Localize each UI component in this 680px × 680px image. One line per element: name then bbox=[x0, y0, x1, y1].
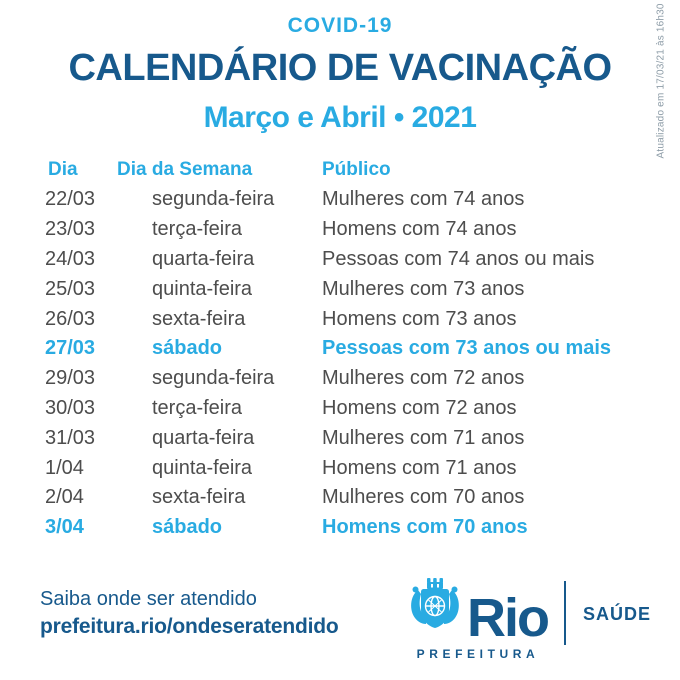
page-title: CALENDÁRIO DE VACINAÇÃO bbox=[68, 47, 612, 89]
cell-dia-da-semana: segunda-feira bbox=[152, 188, 275, 211]
cell-publico: Homens com 72 anos bbox=[322, 396, 517, 419]
cell-dia-da-semana: terça-feira bbox=[152, 218, 243, 241]
cell-publico: Homens com 71 anos bbox=[322, 456, 517, 479]
footer-info-text: Saiba onde ser atendido bbox=[40, 588, 257, 610]
cell-dia-da-semana: segunda-feira bbox=[152, 367, 275, 390]
rio-logo-top bbox=[408, 576, 548, 648]
cell-dia-da-semana: quarta-feira bbox=[152, 426, 255, 449]
cell-dia-da-semana: sábado bbox=[152, 516, 223, 539]
updated-timestamp: Atualizado em 17/03/21 às 16h30 bbox=[655, 3, 667, 159]
subtitle: Março e Abril • 2021 bbox=[203, 101, 477, 134]
table-row bbox=[45, 423, 645, 453]
table-row bbox=[45, 394, 645, 424]
rio-logo-main bbox=[408, 576, 548, 661]
cell-dia-da-semana: quarta-feira bbox=[152, 247, 255, 270]
cell-dia: 2/04 bbox=[45, 486, 84, 509]
table-row bbox=[45, 453, 645, 483]
cell-dia: 22/03 bbox=[45, 188, 96, 211]
table-row bbox=[45, 215, 645, 245]
cell-dia: 27/03 bbox=[45, 337, 96, 360]
cell-dia-da-semana: quinta-feira bbox=[152, 456, 253, 479]
prefeitura-label: PREFEITURA bbox=[416, 647, 540, 661]
column-header-dia: Dia bbox=[48, 159, 78, 180]
cell-publico: Homens com 74 anos bbox=[322, 218, 517, 241]
footer-info-url: prefeitura.rio/ondeseratendido bbox=[40, 615, 339, 638]
rio-crest-icon bbox=[408, 576, 462, 641]
cell-dia: 23/03 bbox=[45, 218, 96, 241]
table-row bbox=[45, 274, 645, 304]
saude-label: SAÚDE bbox=[583, 604, 652, 624]
cell-dia: 26/03 bbox=[45, 307, 96, 330]
table-row bbox=[45, 245, 645, 275]
table-row bbox=[45, 334, 645, 364]
table-row bbox=[45, 483, 645, 513]
table-header-row bbox=[45, 155, 645, 185]
cell-publico: Mulheres com 72 anos bbox=[322, 367, 525, 390]
rio-wordmark: Rio bbox=[467, 587, 548, 648]
cell-dia-da-semana: terça-feira bbox=[152, 396, 243, 419]
cell-publico: Mulheres com 70 anos bbox=[322, 486, 525, 509]
header bbox=[0, 0, 680, 135]
cell-dia: 3/04 bbox=[45, 516, 84, 539]
footer-info bbox=[40, 588, 339, 639]
rio-prefeitura-logo bbox=[408, 576, 651, 661]
cell-dia-da-semana: sexta-feira bbox=[152, 486, 246, 509]
cell-dia: 31/03 bbox=[45, 426, 96, 449]
cell-publico: Pessoas com 74 anos ou mais bbox=[322, 247, 595, 270]
cell-publico: Mulheres com 73 anos bbox=[322, 277, 525, 300]
table-row bbox=[45, 185, 645, 215]
cell-publico: Homens com 73 anos bbox=[322, 307, 517, 330]
logo-divider bbox=[564, 581, 566, 645]
cell-publico: Mulheres com 71 anos bbox=[322, 426, 525, 449]
cell-dia: 30/03 bbox=[45, 396, 96, 419]
column-header-dia-da-semana: Dia da Semana bbox=[117, 159, 253, 180]
table-row bbox=[45, 364, 645, 394]
table-row bbox=[45, 513, 645, 543]
table-row bbox=[45, 304, 645, 334]
cell-dia-da-semana: sábado bbox=[152, 337, 223, 360]
cell-publico: Mulheres com 74 anos bbox=[322, 188, 525, 211]
table-rows bbox=[45, 185, 645, 543]
cell-dia: 1/04 bbox=[45, 456, 84, 479]
cell-dia: 29/03 bbox=[45, 367, 96, 390]
vaccination-table bbox=[45, 155, 645, 543]
cell-dia: 24/03 bbox=[45, 247, 96, 270]
cell-dia-da-semana: sexta-feira bbox=[152, 307, 246, 330]
column-header-publico: Público bbox=[322, 159, 391, 180]
kicker: COVID-19 bbox=[287, 14, 393, 37]
cell-dia-da-semana: quinta-feira bbox=[152, 277, 253, 300]
cell-dia: 25/03 bbox=[45, 277, 96, 300]
cell-publico: Pessoas com 73 anos ou mais bbox=[322, 337, 612, 360]
cell-publico: Homens com 70 anos bbox=[322, 516, 528, 539]
